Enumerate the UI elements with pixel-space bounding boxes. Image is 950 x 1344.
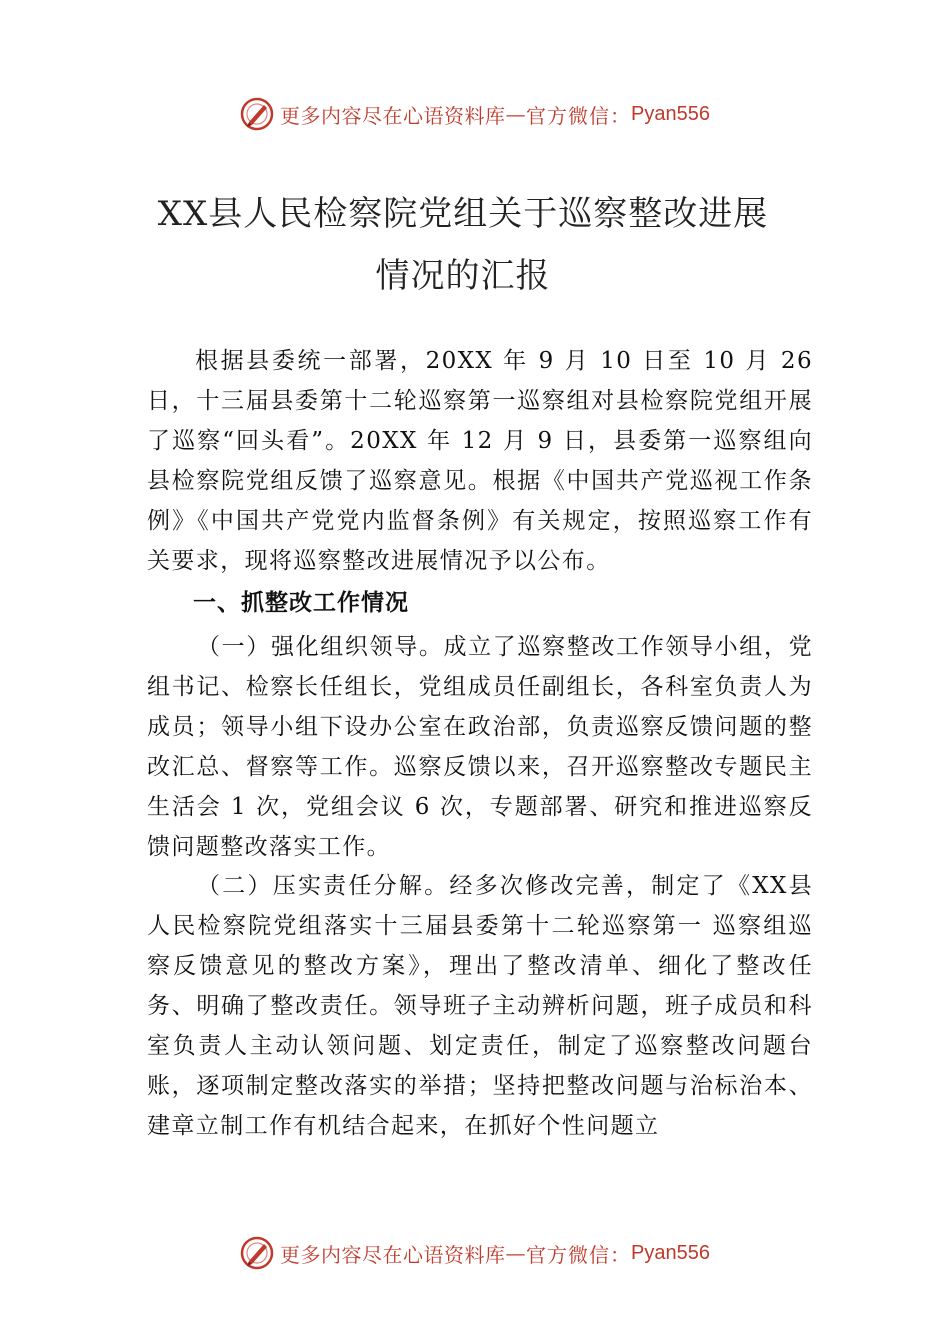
watermark-text: 更多内容尽在心语资料库: [280, 1242, 506, 1267]
watermark-wechat-id: Pyan556: [631, 102, 710, 125]
document-title-line2: 情况的汇报: [375, 256, 551, 296]
watermark-text: 更多内容尽在心语资料库: [280, 103, 506, 128]
watermark-banner-bottom: [0, 1233, 950, 1273]
watermark-banner-top: [0, 94, 950, 134]
section-heading: 一、抓整改工作情况: [193, 590, 409, 616]
paragraph-responsibility: （二）压实责任分解。经多次修改完善，制定了《XX县人民检察院党组落实十三届县委第十二轮巡察第一 巡察组巡察反馈意见的整改方案》，理出了整改清单、细化了整改任务、明确了整改责任。领导班子主动辨析问题，班子成员和科室负责人主动认领问题、划定责任，制定了巡察整改问题台账，逐项制定整改落实的举措；坚持把整改问题与治标治本、建章立制工作有机结合起来，在抓好个性问题立: [147, 873, 813, 1139]
watermark-separator: —: [505, 102, 527, 126]
document-title-line1: XX县人民检察院党组关于巡察整改进展: [157, 194, 769, 234]
paragraph-organization: （一）强化组织领导。成立了巡察整改工作领导小组，党组书记、检察长任组长，党组成员任副组长，各科室负责人为成员；领导小组下设办公室在政治部，负责巡察反馈问题的整改汇总、督察等工作。巡察反馈以来，召开巡察整改专题民主生活会 1 次，党组会议 6 次，专题部署、研究和推进巡察反馈问题整改落实工作。: [147, 634, 813, 860]
watermark-wechat-id: Pyan556: [631, 1241, 710, 1264]
pen-logo-icon: [240, 97, 274, 131]
watermark-separator: —: [505, 1241, 527, 1265]
paragraph-intro: 根据县委统一部署，20XX 年 9 月 10 日至 10 月 26 日，十三届县委第十二轮巡察第一巡察组对县检察院党组开展了巡察“回头看”。20XX 年 12 月 9 日，县委第一巡察组向县检察院党组反馈了巡察意见。根据《中国共产党巡视工作条例》《中国共产党党内监督条例》有关规定，按照巡察工作有关要求，现将巡察整改进展情况予以公布。: [147, 348, 813, 574]
watermark-suffix: 官方微信：: [526, 1242, 632, 1267]
pen-logo-icon: [240, 1236, 274, 1270]
watermark-suffix: 官方微信：: [526, 103, 632, 128]
